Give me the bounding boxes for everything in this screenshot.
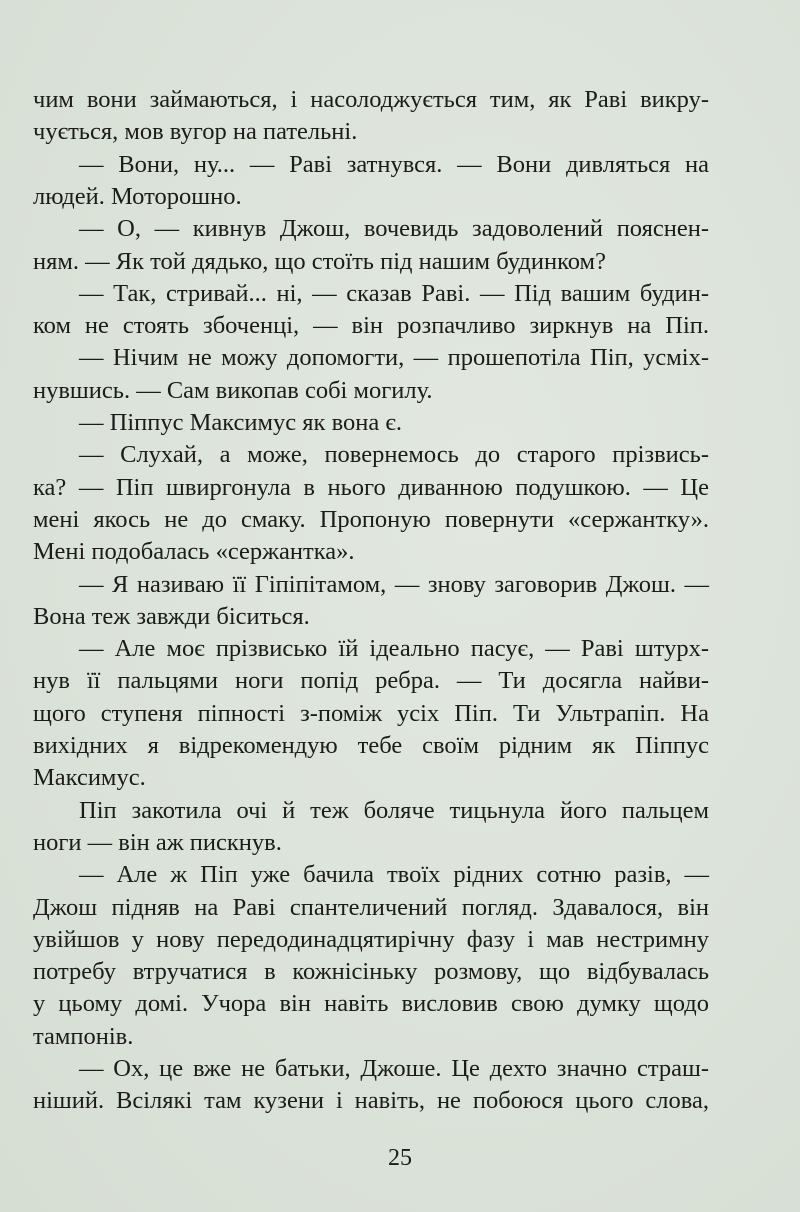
text-line: тампонів. [33,1022,134,1050]
text-line: ком не стоять збоченці, — він розпачливо зиркнув на Піп. [33,312,709,340]
text-line: чим вони займаються, і насолоджується тим, як Раві викру- [33,86,709,113]
text-line: ніший. Всілякі там кузени і навіть, не побоюся цього слова, [33,1087,709,1115]
text-line: ноги — він аж пискнув. [33,828,282,856]
text-line: — Я називаю її Гіпіпітамом, — знову заговорив Джош. — [79,570,709,598]
text-line: — Піппус Максимус як вона є. [79,409,402,436]
text-line: мені якось не до смаку. Пропоную повернути «сержантку». [33,505,709,533]
text-line: щого ступеня піпності з-поміж усіх Піп. Ти Ультрапіп. На [33,699,709,727]
text-line: — Нічим не можу допомогти, — прошепотіла Піп, усміх- [79,344,709,372]
text-line: Мені подобалась «сержантка». [33,538,355,566]
text-line: Джош підняв на Раві спантеличений погляд. Здавалося, він [33,893,709,921]
text-line: — Так, стривай... ні, — сказав Раві. — Під вашим будин- [79,279,709,307]
text-line: чується, мов вугор на пательні. [33,118,358,146]
text-line: — Вони, ну... — Раві затнувся. — Вони дивляться на [79,150,709,178]
text-line: — О, — кивнув Джош, вочевидь задоволений пояснен- [79,215,709,243]
text-line: — Слухай, а може, повернемось до старого прізвись- [79,441,709,469]
text-line: потребу втручатися в кожнісіньку розмову, що відбувалась [33,958,709,986]
text-line: Максимус. [33,764,146,792]
text-line: нув її пальцями ноги попід ребра. — Ти досягла найви- [33,667,709,695]
text-line: Вона теж завжди біситься. [33,602,310,630]
text-line: ка? — Піп швиргонула в нього диванною подушкою. — Це [33,473,709,501]
text-line: увійшов у нову передодинадцятирічну фазу і мав нестримну [33,925,709,953]
text-line: — Але ж Піп уже бачила твоїх рідних сотню разів, — [79,861,709,889]
text-line: у цьому домі. Учора він навіть висловив свою думку щодо [33,990,709,1018]
text-line: ням. — Як той дядько, що стоїть під нашим будинком? [33,247,606,275]
text-line: — Ох, це вже не батьки, Джоше. Це дехто значно страш- [79,1055,709,1082]
text-line: — Але моє прізвисько їй ідеально пасує, — Раві штурх- [79,635,709,663]
text-line: людей. Моторошно. [33,182,242,210]
text-line: вихідних я відрекомендую тебе своїм рідним як Піппус [33,732,709,759]
page-number: 25 [388,1145,412,1171]
text-line: нувшись. — Сам викопав собі могилу. [33,376,433,404]
text-line: Піп закотила очі й теж боляче тицьнула його пальцем [79,796,709,824]
